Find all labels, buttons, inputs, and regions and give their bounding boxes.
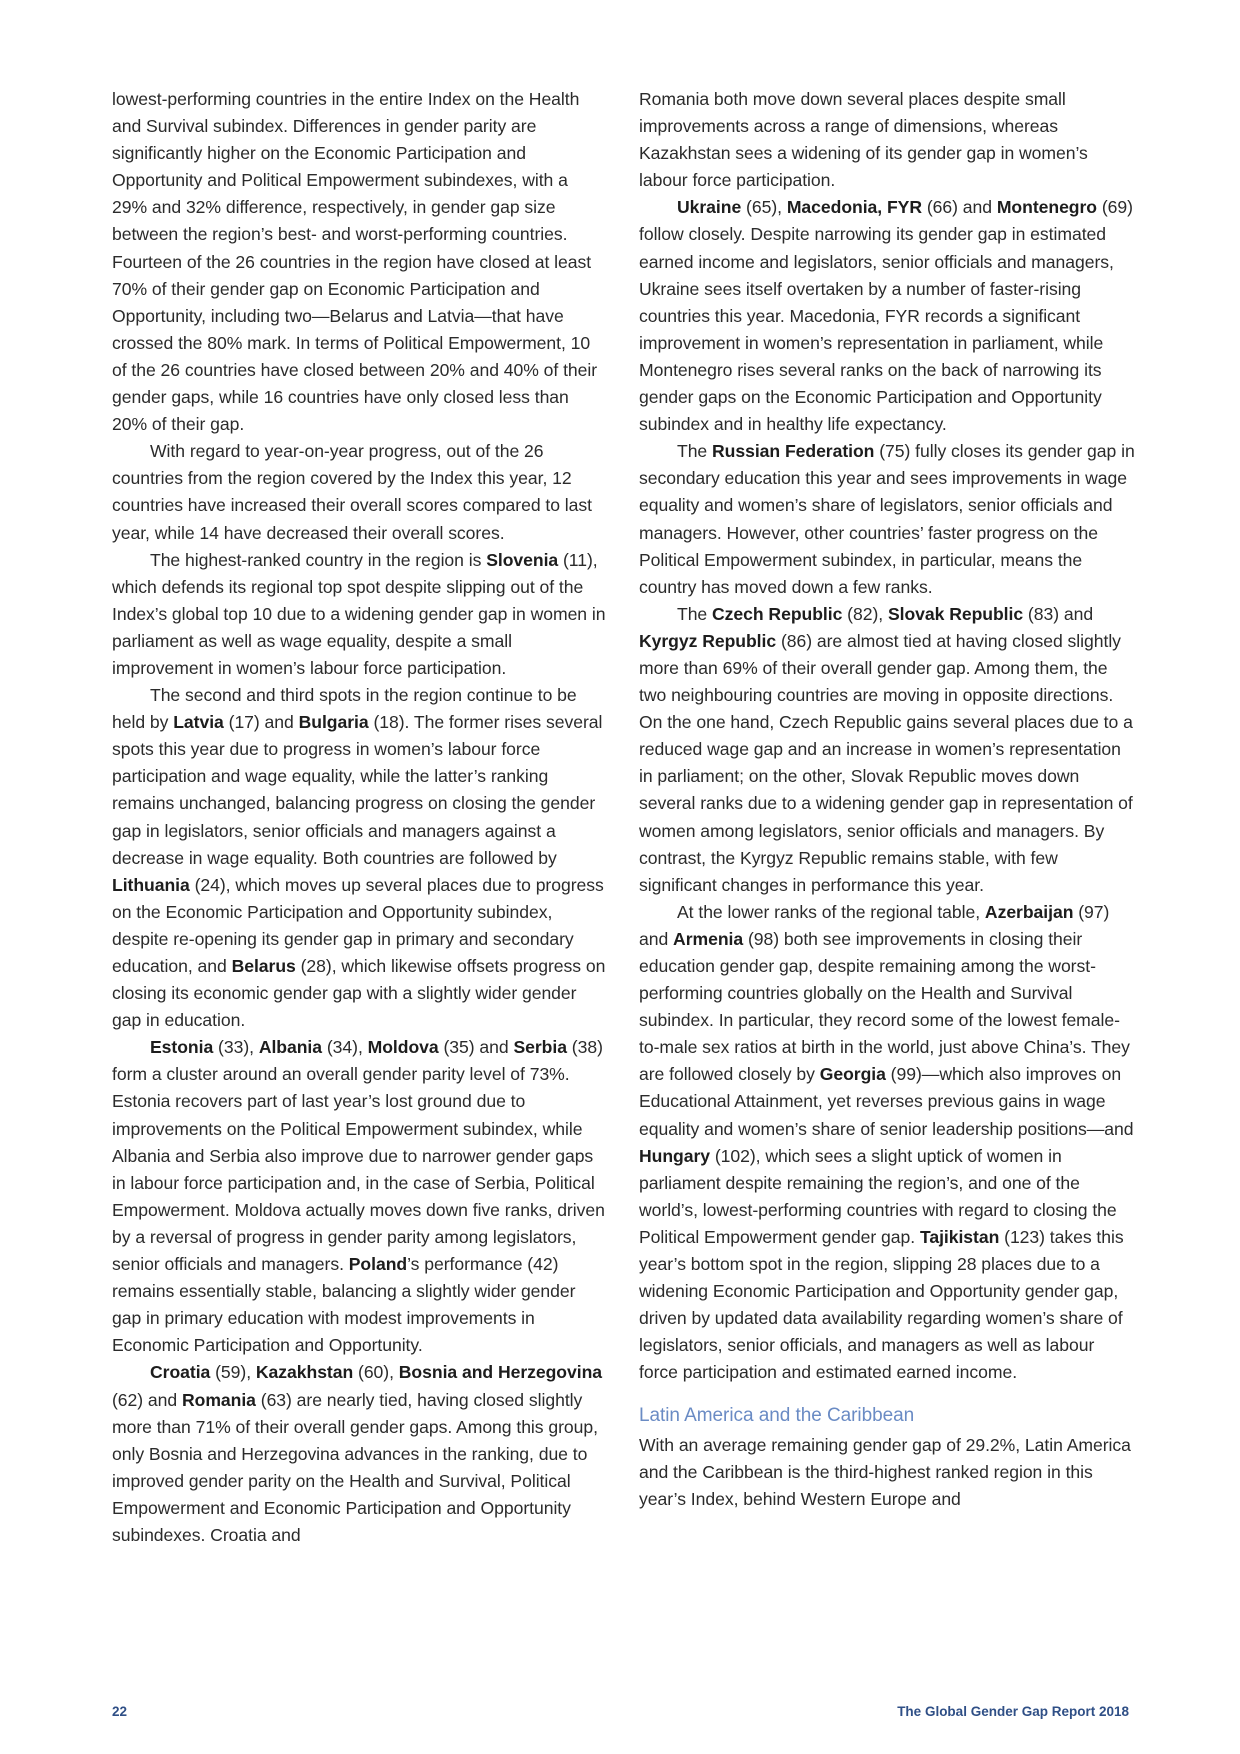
country-name: Russian Federation <box>712 441 875 462</box>
country-name: Bulgaria <box>298 712 369 733</box>
country-name: Ukraine <box>677 197 742 218</box>
country-name: Poland <box>348 1254 408 1275</box>
country-name: Romania <box>181 1389 256 1410</box>
paragraph: The Russian Federation (75) fully closes its gender gap in secondary education this year and sees improvements in wage equality and women’s share of legislators, senior officials and managers. However, other countries’ faster progress on the Political Empowerment subindex, in particular, means the country has moved down a few ranks. <box>639 441 1135 597</box>
page-number: 22 <box>112 1704 128 1719</box>
paragraph: The highest-ranked country in the region is Slovenia (11), which defends its regional top spot despite slipping out of the Index’s global top 10 due to a widening gender gap in women in parliament as well as wage equality, despite a small improvement in women’s labour force participation. <box>112 549 606 678</box>
paragraph: With an average remaining gender gap of 29.2%, Latin America and the Caribbean is the third-highest ranked region in this year’s Index, behind Western Europe and <box>639 1434 1131 1509</box>
paragraph: Estonia (33), Albania (34), Moldova (35) and Serbia (38) form a cluster around an overall gender parity level of 73%. Estonia recovers part of last year’s lost ground due to improvements on the Political Empowerment subindex, while Albania and Serbia also improve due to narrower gender gaps in labour force participation and, in the case of Serbia, Political Empowerment. Moldova actually moves down five ranks, driven by a reversal of progress in gender parity among legislators, senior officials and managers. Poland’s performance (42) remains essentially stable, balancing a slightly wider gender gap in primary education with modest improvements in Economic Participation and Opportunity. <box>112 1037 605 1356</box>
country-name: Tajikistan <box>919 1226 1000 1247</box>
country-name: Slovenia <box>486 549 559 570</box>
country-name: Montenegro <box>996 197 1097 218</box>
country-name: Azerbaijan <box>984 901 1074 922</box>
country-name: Czech Republic <box>712 603 843 624</box>
section-heading: Latin America and the Caribbean <box>639 1404 915 1426</box>
paragraph: With regard to year-on-year progress, out of the 26 countries from the region covered by the Index this year, 12 countries have increased their overall scores compared to last year, while 14 have decreased their overall scores. <box>112 441 592 543</box>
report-title: The Global Gender Gap Report 2018 <box>897 1704 1129 1719</box>
country-name: Belarus <box>231 956 296 976</box>
paragraph: The second and third spots in the region continue to be held by Latvia (17) and Bulgaria (18). The former rises several spots this year due to progress in women’s labour force participation and wage equality, while the latter’s ranking remains unchanged, balancing progress on closing the gender gap in legislators, senior officials and managers against a decrease in wage equality. Both countries are followed by Lithuania (24), which moves up several places due to progress on the Economic Participation and Opportunity subindex, despite re-opening its gender gap in primary and secondary education, and Belarus (28), which likewise offsets progress on closing its economic gender gap with a slightly wider gender gap in education. <box>112 685 606 1031</box>
country-name: Kyrgyz Republic <box>639 630 777 651</box>
left-column <box>112 86 607 1549</box>
right-column <box>639 86 1137 1513</box>
country-name: Croatia <box>150 1362 211 1383</box>
paragraph: Ukraine (65), Macedonia, FYR (66) and Montenegro (69) follow closely. Despite narrowing its gender gap in estimated earned income and legislators, senior officials and managers, Ukraine sees itself overtaken by a number of faster-rising countries this year. Macedonia, FYR records a significant improvement in women’s representation in parliament, while Montenegro rises several ranks on the back of narrowing its gender gaps on the Economic Participation and Opportunity subindex and in healthy life expectancy. <box>639 197 1133 435</box>
country-name: Lithuania <box>112 874 190 895</box>
country-name: Moldova <box>367 1037 439 1058</box>
country-name: Slovak Republic <box>887 603 1024 624</box>
country-name: Macedonia, FYR <box>786 197 923 218</box>
country-name: Bosnia and Herzegovina <box>398 1362 603 1383</box>
paragraph: Croatia (59), Kazakhstan (60), Bosnia and Herzegovina (62) and Romania (63) are nearly tied, having closed slightly more than 71% of their overall gender gaps. Among this group, only Bosnia and Herzegovina advances in the ranking, due to improved gender parity on the Health and Survival, Political Empowerment and Economic Participation and Opportunity subindexes. Croatia and <box>112 1362 603 1545</box>
country-name: Kazakhstan <box>255 1362 354 1383</box>
country-name: Georgia <box>819 1064 886 1085</box>
paragraph: At the lower ranks of the regional table, Azerbaijan (97) and Armenia (98) both see improvements in closing their education gender gap, despite remaining among the worst-performing countries globally on the Health and Survival subindex. In particular, they record some of the lowest female-to-male sex ratios at birth in the world, just above China’s. They are followed closely by Georgia (99)—which also improves on Educational Attainment, yet reverses previous gains in wage equality and women’s share of senior leadership positions—and Hungary (102), which sees a slight uptick of women in parliament despite remaining the region’s, and one of the world’s, lowest-performing countries with regard to closing the Political Empowerment gender gap. Tajikistan (123) takes this year’s bottom spot in the region, slipping 28 places due to a widening Economic Participation and Opportunity gender gap, driven by updated data availability regarding women’s share of legislators, senior officials, and managers as well as labour force participation and estimated earned income. <box>639 901 1134 1383</box>
paragraph: lowest-performing countries in the entire Index on the Health and Survival subindex. Differences in gender parity are significantly higher on the Economic Participation and Opportunity and Political Empowerment subindexes, with a 29% and 32% difference, respectively, in gender gap size between the region’s best- and worst-performing countries. Fourteen of the 26 countries in the region have closed at least 70% of their gender gap on Economic Participation and Opportunity, including two—Belarus and Latvia—that have crossed the 80% mark. In terms of Political Empowerment, 10 of the 26 countries have closed between 20% and 40% of their gender gaps, while 16 countries have only closed less than 20% of their gap. <box>112 89 598 435</box>
paragraph: Romania both move down several places despite small improvements across a range of dimensions, whereas Kazakhstan sees a widening of its gender gap in women’s labour force participation. <box>639 89 1088 191</box>
country-name: Serbia <box>513 1037 567 1058</box>
country-name: Estonia <box>150 1037 214 1058</box>
country-name: Hungary <box>639 1145 711 1166</box>
country-name: Albania <box>258 1037 323 1058</box>
paragraph: The Czech Republic (82), Slovak Republic (83) and Kyrgyz Republic (86) are almost tied at having closed slightly more than 69% of their overall gender gap. Among them, the two neighbouring countries are moving in opposite directions. On the one hand, Czech Republic gains several places due to a reduced wage gap and an increase in women’s representation in parliament; on the other, Slovak Republic moves down several ranks due to a widening gender gap in representation of women among legislators, senior officials and managers. By contrast, the Kyrgyz Republic remains stable, with few significant changes in performance this year. <box>639 603 1133 895</box>
country-name: Latvia <box>173 712 224 733</box>
country-name: Armenia <box>673 928 744 949</box>
